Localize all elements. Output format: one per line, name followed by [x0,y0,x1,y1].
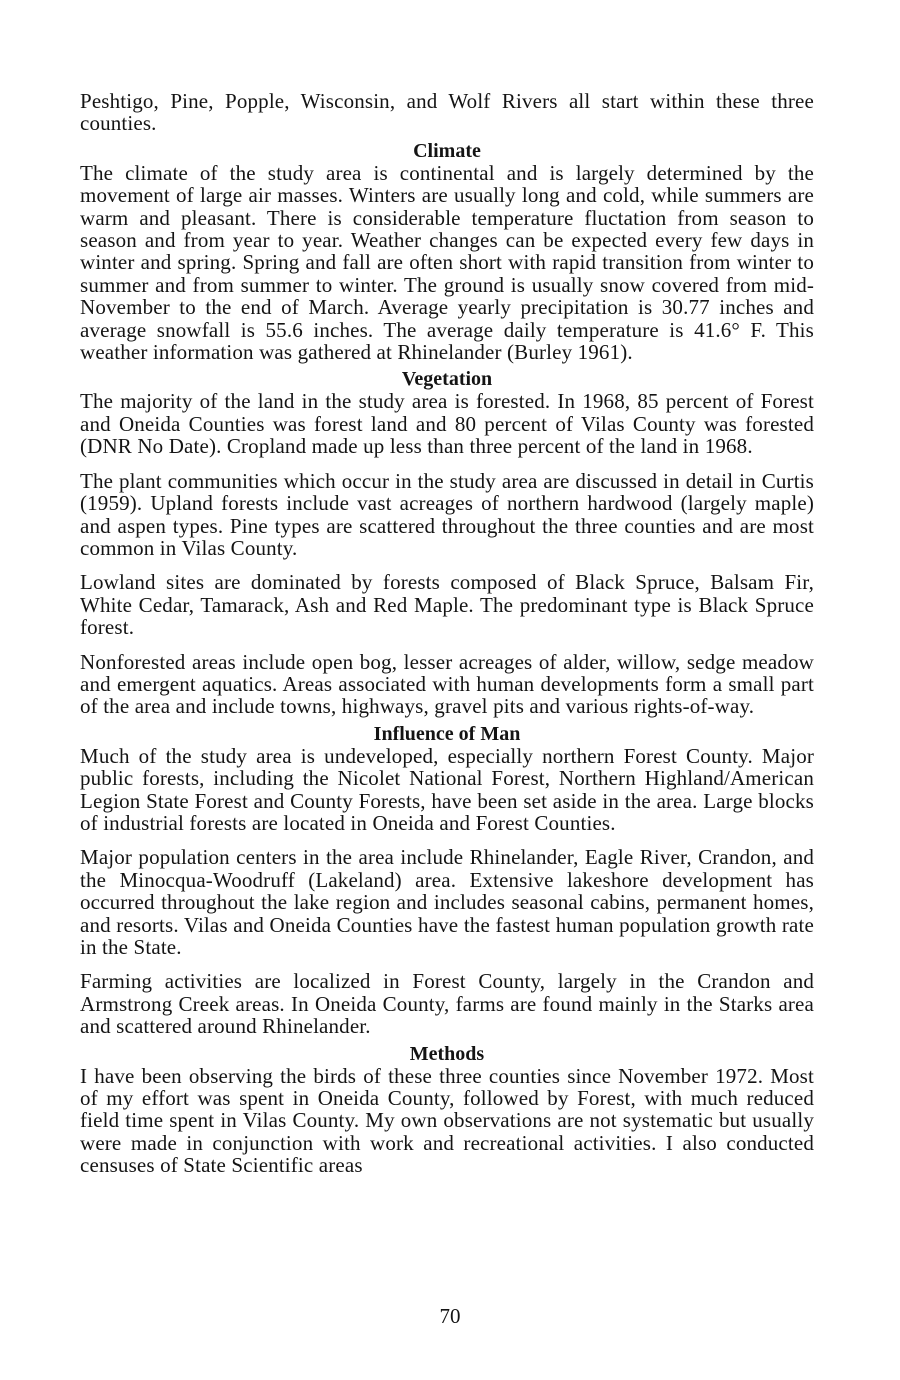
vegetation-paragraph-1: The majority of the land in the study area is forested. In 1968, 85 percent of Forest and Oneida Counties was forest land and 80 percent of Vilas County was forested (DNR No Date). Cropland made up less than three percent of the land in 1968. [80,389,814,459]
methods-paragraph-1: I have been observing the birds of these three counties since November 1972. Most of my effort was spent in Oneida County, followed by Forest, with much reduced field time spent in Vilas County. My own observations are not systematic but usually were made in conjunction with work and recreational activities. I also conducted censuses of State Scientific areas [80,1063,814,1178]
methods-heading: Methods [409,1042,485,1065]
vegetation-paragraph-4: Nonforested areas include open bog, lesser acreages of alder, willow, sedge meadow and emergent aquatics. Areas associated with human developments form a small part of the area and include towns, highways, gravel pits and various rights-of-way. [80,649,814,719]
climate-paragraph-1: The climate of the study area is continental and is largely determined by the movement of large air masses. Winters are usually long and cold, while summers are warm and pleasant. There is considerable temperature fluctation from season to season and from year to year. Weather changes can be expected every few days in winter and spring. Spring and fall are often short with rapid transition from winter to summer and from summer to winter. The ground is usually snow covered from mid-November to the end of March. Average yearly precipitation is 30.77 inches and average snowfall is 55.6 inches. The average daily temperature is 41.6° F. This weather information was gathered at Rhinelander (Burley 1961). [80,160,814,365]
vegetation-paragraph-2: The plant communities which occur in the study area are discussed in detail in Curtis (1959). Upland forests include vast acreages of northern hardwood (largely maple) and aspen types. Pine types are scattered throughout the three counties and are most common in Vilas County. [80,468,814,560]
influence-paragraph-1: Much of the study area is undeveloped, especially northern Forest County. Major public forests, including the Nicolet National Forest, Northern Highland/American Legion State Forest and County Forests, have been set aside in the area. Large blocks of industrial forests are located in Oneida and Forest Counties. [80,743,814,835]
climate-heading: Climate [413,139,481,162]
influence-paragraph-2: Major population centers in the area include Rhinelander, Eagle River, Crandon, and the Minocqua-Woodruff (Lakeland) area. Extensive lakeshore development has occurred throughout the lake region and includes seasonal cabins, permanent homes, and resorts. Vilas and Oneida Counties have the fastest human population growth rate in the State. [80,845,814,959]
intro-paragraph: Peshtigo, Pine, Popple, Wisconsin, and Wolf Rivers all start within these three counties. [80,89,814,136]
vegetation-paragraph-3: Lowland sites are dominated by forests composed of Black Spruce, Balsam Fir, White Cedar, Tamarack, Ash and Red Maple. The predominant type is Black Spruce forest. [80,570,814,640]
vegetation-heading: Vegetation [401,368,493,391]
influence-paragraph-3: Farming activities are localized in Forest County, largely in the Crandon and Armstrong Creek areas. In Oneida County, farms are found mainly in the Starks area and scattered around Rhinelander. [80,969,814,1039]
page-number: 70 [439,1304,461,1328]
influence-heading: Influence of Man [373,722,521,745]
